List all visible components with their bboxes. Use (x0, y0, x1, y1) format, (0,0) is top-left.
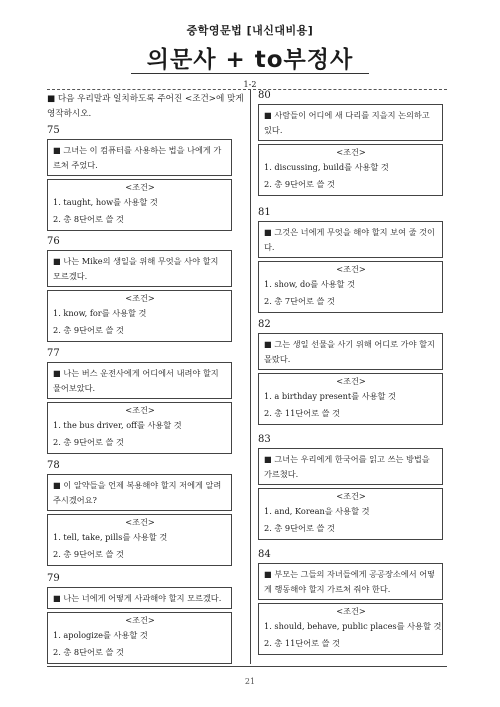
condition-header: <조건> (336, 491, 366, 501)
condition-header: <조건> (336, 264, 366, 274)
condition-header: <조건> (336, 606, 366, 616)
question-prompt: ■ 그것은 너에게 무엇을 해야 할지 보여 줄 것이다. (258, 221, 443, 258)
question-prompt: ■ 그녀는 이 컴퓨터를 사용하는 법을 나에게 가르쳐 주었다. (47, 139, 232, 176)
condition-box (258, 373, 443, 425)
condition-header: <조건> (125, 405, 155, 415)
condition-1: 1. discussing, build를 사용할 것 (264, 162, 389, 172)
condition-header: <조건> (125, 182, 155, 192)
question-79 (47, 572, 232, 664)
condition-1: 1. a birthday present를 사용할 것 (264, 391, 396, 401)
condition-1: 1. should, behave, public places를 사용할 것 (264, 621, 442, 631)
question-76 (47, 235, 232, 342)
condition-box (258, 144, 443, 196)
condition-box (47, 179, 232, 231)
condition-header: <조건> (336, 147, 366, 157)
section-label: 1-2 (243, 80, 257, 89)
question-number: 82 (258, 319, 271, 330)
condition-1: 1. know, for를 사용할 것 (53, 308, 147, 318)
condition-box (47, 612, 232, 664)
column-divider (250, 90, 251, 664)
condition-box (258, 488, 443, 540)
question-prompt: ■ 나는 너에게 어떻게 사과해야 할지 모르겠다. (47, 587, 232, 609)
condition-2: 2. 총 9단어로 쓸 것 (264, 523, 335, 533)
condition-1: 1. apologize를 사용할 것 (53, 630, 148, 640)
question-prompt: ■ 그는 생일 선물을 사기 위해 어디로 가야 할지 몰랐다. (258, 333, 443, 370)
condition-2: 2. 총 9단어로 쓸 것 (53, 437, 124, 447)
question-prompt: ■ 나는 버스 운전사에게 어디에서 내려야 할지 물어보았다. (47, 362, 232, 399)
condition-2: 2. 총 9단어로 쓸 것 (264, 179, 335, 189)
condition-2: 2. 총 11단어로 쓸 것 (264, 408, 341, 418)
condition-header: <조건> (336, 376, 366, 386)
condition-header: <조건> (125, 293, 155, 303)
condition-1: 1. the bus driver, off를 사용할 것 (53, 420, 182, 430)
question-prompt: ■ 그녀는 우리에게 한국어를 읽고 쓰는 방법을 가르쳤다. (258, 448, 443, 485)
question-77 (47, 347, 232, 454)
question-75 (47, 124, 232, 231)
book-title: 중학영문법 [내신대비용] (186, 24, 314, 37)
condition-1: 1. tell, take, pills를 사용할 것 (53, 532, 168, 542)
condition-box (47, 514, 232, 566)
condition-box (258, 603, 443, 655)
condition-2: 2. 총 9단어로 쓸 것 (53, 325, 124, 335)
question-84 (258, 548, 443, 655)
question-number: 76 (47, 236, 60, 247)
question-number: 77 (47, 348, 60, 359)
condition-header: <조건> (125, 517, 155, 527)
condition-2: 2. 총 8단어로 쓸 것 (53, 647, 124, 657)
condition-1: 1. taught, how를 사용할 것 (53, 197, 158, 207)
condition-box (258, 261, 443, 313)
condition-2: 2. 총 11단어로 쓸 것 (264, 638, 341, 648)
condition-header: <조건> (125, 615, 155, 625)
condition-1: 1. and, Korean을 사용할 것 (264, 506, 370, 516)
page-number: 21 (244, 677, 256, 686)
footer-divider (47, 666, 447, 667)
condition-2: 2. 총 7단어로 쓸 것 (264, 296, 335, 306)
question-number: 80 (258, 90, 271, 101)
instruction-text: ■ 다음 우리말과 일치하도록 주어진 <조건>에 맞게 영작하시오. (47, 94, 244, 119)
condition-2: 2. 총 8단어로 쓸 것 (53, 214, 124, 224)
question-82 (258, 318, 443, 425)
question-number: 75 (47, 125, 60, 136)
question-prompt: ■ 부모는 그들의 자녀들에게 공공장소에서 어떻게 행동해야 할지 가르쳐 줘야 한다. (258, 563, 443, 600)
question-prompt: ■ 사람들이 어디에 새 다리를 지을지 논의하고 있다. (258, 104, 443, 141)
condition-box (47, 402, 232, 454)
question-prompt: ■ 나는 Mike의 생일을 위해 무엇을 사야 할지 모르겠다. (47, 250, 232, 287)
question-number: 79 (47, 573, 60, 584)
title-underline (131, 73, 369, 74)
question-80 (258, 89, 443, 196)
question-81 (258, 206, 443, 313)
question-78 (47, 459, 232, 566)
question-number: 78 (47, 460, 60, 471)
question-83 (258, 433, 443, 540)
page-title: 의문사 + to부정사 (146, 47, 354, 73)
question-number: 84 (258, 549, 271, 560)
condition-2: 2. 총 9단어로 쓸 것 (53, 549, 124, 559)
condition-box (47, 290, 232, 342)
question-number: 83 (258, 434, 271, 445)
question-number: 81 (258, 207, 271, 218)
question-prompt: ■ 이 알약들을 언제 복용해야 할지 저에게 알려주시겠어요? (47, 474, 232, 511)
condition-1: 1. show, do를 사용할 것 (264, 279, 355, 289)
